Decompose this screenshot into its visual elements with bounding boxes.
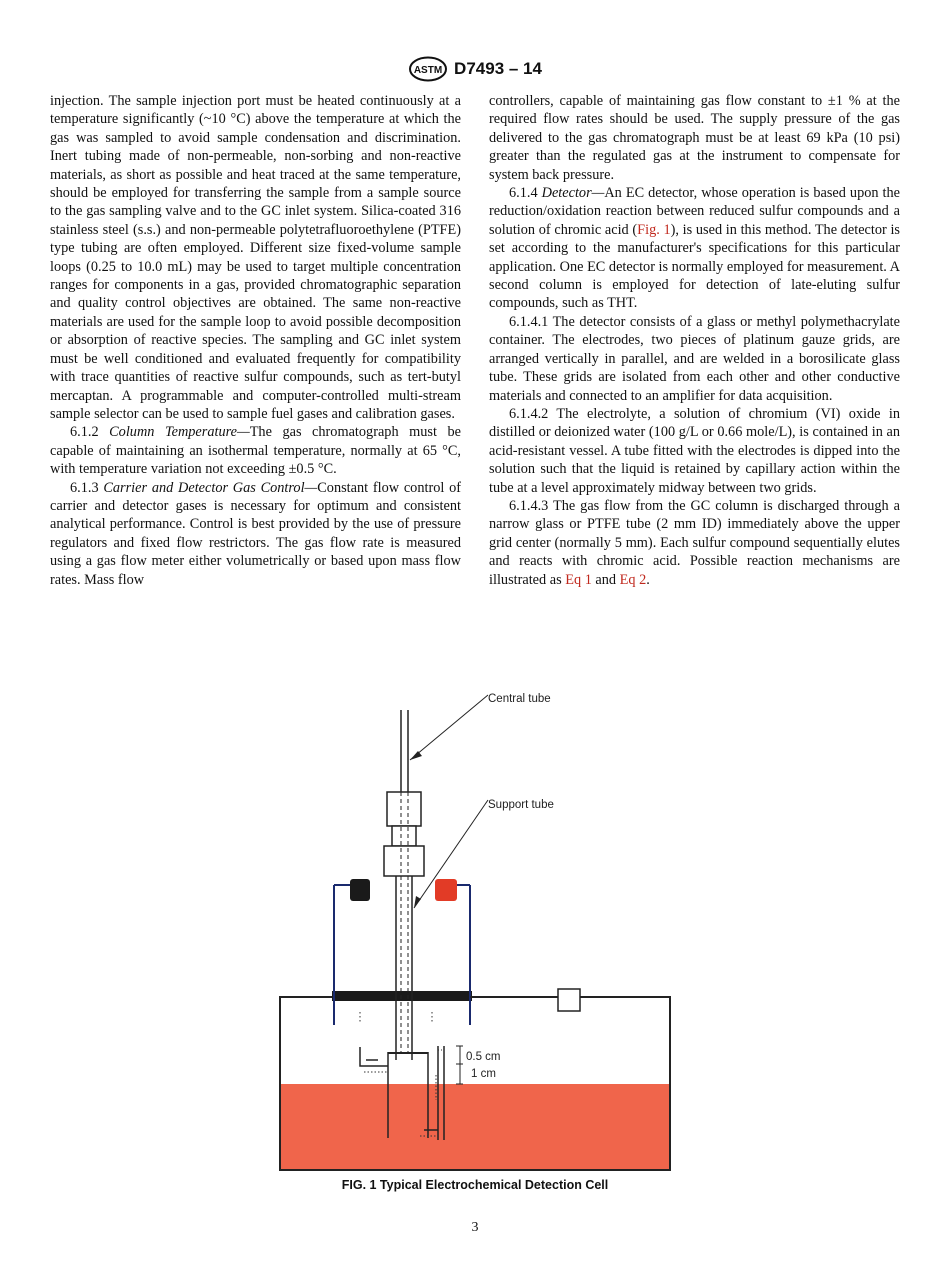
paragraph: 6.1.3 Carrier and Detector Gas Control—Constant flow control of carrier and detector gases is necessary for optimum and consistent analytical performance. Control is best provided by the use of pressure regulators and fixed flow restrictors. The gas flow rate is measured using a gas flow meter either volumetrically or based upon mass flow rates. Mass flow [50,479,461,588]
standard-designation: D7493 – 14 [454,59,542,78]
cross-reference-link[interactable]: Eq 2 [619,571,647,588]
cross-reference-link[interactable]: Eq 1 [565,571,592,588]
svg-text:ASTM: ASTM [413,65,443,76]
astm-logo-icon [408,56,448,82]
paragraph: 6.1.4.3 The gas flow from the GC column is discharged through a narrow glass or PTFE tube (2 mm ID) immediately above the upper grid center (normally 5 mm). Each sulfur compound sequentially elutes and reacts with chromic acid. Possible reaction mechanisms are illustrated as Eq 1 and Eq 2. [489,497,900,588]
cross-reference-link[interactable]: Fig. 1 [637,221,671,238]
paragraph: injection. The sample injection port must be heated continuously at a temperature significantly (~10 °C) above the temperature at which the gas was sampled to avoid sample condensation and discrimination. Inert tubing made of non-permeable, non-sorbing and non-reactive materials, as short as possible and heat traced at the same temperature, should be employed for transferring the sample from a sample source to the gas sampling valve and to the GC inlet system. Silica-coated 316 stainless steel (s.s.) and non-permeable polytetrafluoroethylene (PTFE) type tubing are often employed. Different size fixed-volume sample loops (0.25 to 10.0 mL) may be used to target multiple concentration ranges for components in a gas, provided chromatographic separation and quality control objectives are obtained. The same non-reactive materials are used for the sample loop to avoid possible decomposition or absorption of reactive species. The sampling and GC inlet system must be well conditioned and evaluated frequently for compatibility with trace quantities of reactive sulfur compounds, such as tert-butyl mercaptan. A programmable and computer-controlled multi-stream sample selector can be used to sample fuel gases and calibration gases. [50,93,461,422]
ec-detection-cell-diagram [260,680,700,1180]
label-half-cm: 0.5 cm [466,1051,501,1063]
amplifier-box [558,989,580,1011]
paragraph: 6.1.2 Column Temperature—The gas chromatograph must be capable of maintaining an isothermal temperature, normally at 65 °C, with temperature variation not exceeding ±0.5 °C. [50,424,461,478]
paragraph: 6.1.4 Detector—An EC detector, whose operation is based upon the reduction/oxidation reaction between reduced sulfur compounds and a solution of chromic acid (Fig. 1), is used in this method. The detector is set according to the manufacturer's specifications for this particular application. One EC detector is normally employed for measurement. A second column is employed for detection of late-eluting sulfur compounds, such as THT. [489,185,901,312]
figure-1 [260,680,700,1180]
upper-fitting [387,792,421,826]
lower-fitting [384,846,424,876]
left-column [50,92,461,589]
label-central-tube: Central tube [488,693,551,705]
paragraph-heading: Detector— [541,185,605,202]
black-terminal [350,879,370,901]
red-terminal [435,879,457,901]
right-column [489,92,900,589]
page-number: 3 [471,1220,479,1235]
figure-caption: FIG. 1 Typical Electrochemical Detection Cell [341,1178,609,1192]
label-one-cm: 1 cm [471,1068,496,1080]
label-support-tube: Support tube [488,799,554,811]
electrolyte-solution [281,1084,669,1170]
electrode-tube [388,1052,428,1054]
paragraph-heading: Column Temperature— [109,424,250,441]
lid-bar [332,991,472,1001]
page-header [0,56,950,82]
paragraph-heading: Carrier and Detector Gas Control— [103,479,318,496]
paragraph: 6.1.4.1 The detector consists of a glass or methyl polymethacrylate container. The electrodes, two pieces of platinum gauze grids, are arranged vertically in parallel, and are welded in a borosilicate glass tube. These grids are isolated from each other and other conductive materials and connected to an amplifier for data acquisition. [489,313,900,404]
paragraph: controllers, capable of maintaining gas flow constant to ±1 % at the required flow rates should be used. The supply pressure of the gas delivered to the gas chromatograph must be at least 69 kPa (10 psi) greater than the regulated gas at the instrument to compensate for system back pressure. [489,93,900,183]
paragraph: 6.1.4.2 The electrolyte, a solution of chromium (VI) oxide in distilled or deionized water (100 g/L or 0.66 mole/L), is contained in an acid-resistant vessel. A tube fitted with the electrodes is dipped into the solution such that the liquid is retained by capillary action within the tube at a level approximately midway between two grids. [489,405,900,496]
